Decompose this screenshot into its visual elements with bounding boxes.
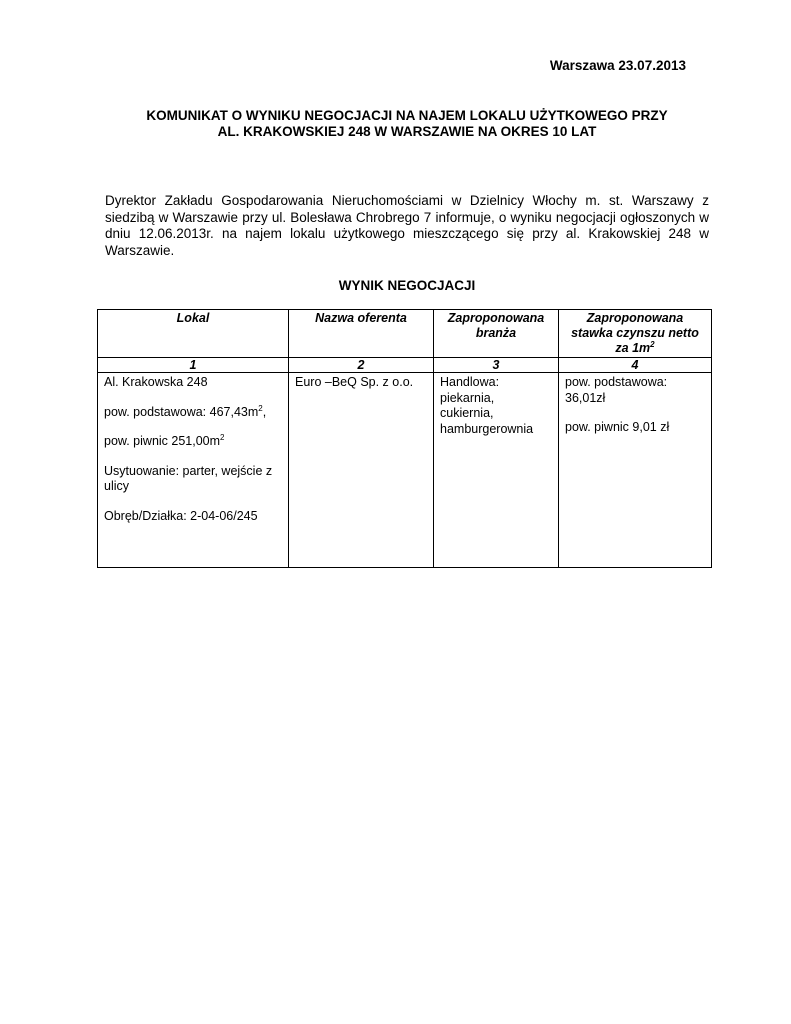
lokal-address: Al. Krakowska 248 bbox=[104, 375, 208, 389]
header-branza-line1: Zaproponowana bbox=[447, 311, 545, 325]
section-heading: WYNIK NEGOCJACJI bbox=[338, 278, 476, 293]
header-nazwa-oferenta: Nazwa oferenta bbox=[289, 310, 434, 358]
lokal-parcel: Obręb/Działka: 2-04-06/245 bbox=[104, 508, 258, 523]
lokal-area-main: pow. podstawowa: $467,43m^2$, bbox=[104, 403, 267, 419]
results-table bbox=[97, 309, 712, 568]
header-branza-line2: branża bbox=[475, 326, 517, 340]
header-stawka bbox=[559, 310, 712, 358]
column-number-4: 4 bbox=[559, 358, 712, 373]
stawka-basement: pow. piwnic 9,01 zł bbox=[565, 420, 670, 434]
header-branza bbox=[434, 310, 559, 358]
header-lokal: Lokal bbox=[98, 310, 289, 358]
document-date: Warszawa 23.07.2013 bbox=[549, 58, 686, 73]
table-row bbox=[98, 373, 712, 568]
branza-line4: hamburgerownia bbox=[440, 421, 534, 436]
header-stawka-line1: Zaproponowana bbox=[586, 311, 684, 325]
table-number-row bbox=[98, 358, 712, 373]
announcement-paragraph: Dyrektor Zakładu Gospodarowania Nieruchomościami w Dzielnicy Włochy m. st. Warszawy z siedzibą w Warszawie przy ul. Bolesława Chrobrego 7 informuje, o wyniku negocjacji ogłoszonych w dniu 12.06.2013r. na najem lokalu użytkowego mieszczącego się przy al. Krakowskiej 248 w Warszawie. bbox=[105, 193, 709, 258]
cell-stawka bbox=[559, 373, 712, 568]
stawka-main-label: pow. podstawowa: bbox=[565, 375, 668, 389]
document-title bbox=[100, 108, 714, 140]
column-number-1: 1 bbox=[98, 358, 289, 373]
branza-line2: piekarnia, bbox=[440, 390, 495, 405]
lokal-location: Usytuowanie: parter, wejście z ulicy bbox=[104, 463, 273, 493]
branza-line3: cukiernia, bbox=[440, 406, 494, 420]
stawka-main-value: 36,01zł bbox=[565, 390, 606, 405]
header-stawka-line3: za 1m bbox=[615, 341, 651, 355]
branza-line1: Handlowa: bbox=[440, 375, 500, 389]
column-number-2: 2 bbox=[289, 358, 434, 373]
lokal-area-basement: pow. piwnic $251,00m^2$ bbox=[104, 433, 225, 448]
cell-oferent: Euro –BeQ Sp. z o.o. bbox=[289, 373, 434, 568]
title-line-1: KOMUNIKAT O WYNIKU NEGOCJACJI NA NAJEM LOKALU UŻYTKOWEGO PRZY bbox=[146, 108, 668, 123]
cell-branza bbox=[434, 373, 559, 568]
column-number-3: 3 bbox=[434, 358, 559, 373]
cell-lokal bbox=[98, 373, 289, 568]
table-header-row bbox=[98, 310, 712, 358]
header-stawka-line2: stawka czynszu netto bbox=[571, 326, 699, 340]
title-line-2: AL. KRAKOWSKIEJ 248 W WARSZAWIE NA OKRES 10 LAT bbox=[217, 124, 597, 139]
header-stawka-sup: 2 bbox=[650, 340, 655, 349]
